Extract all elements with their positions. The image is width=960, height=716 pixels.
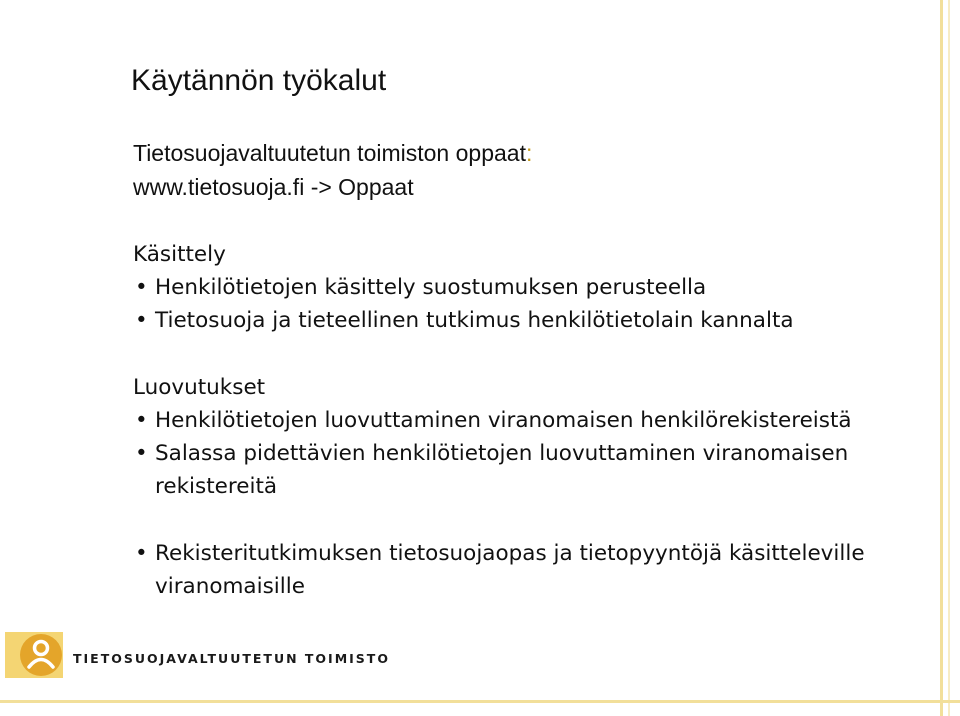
guides-heading-colon: : [525,140,533,166]
person-icon [20,634,62,676]
guides-heading-text: Tietosuojavaltuutetun toimiston oppaat [133,140,526,166]
bullet-list [133,271,893,337]
guides-url: www.tietosuoja.fi -> Oppaat [133,174,414,200]
guides-block [133,136,532,204]
logo-circle [20,634,62,676]
bottom-decor-line [0,700,960,703]
section-heading: Luovutukset [133,375,266,400]
extra-bullet-list [133,537,893,603]
bullet-item: • Henkilötietojen käsittely suostumuksen perusteella [133,271,893,304]
slide-content [133,238,893,603]
bullet-item: • Rekisteritutkimuksen tietosuojaopas ja tietopyyntöjä käsitteleville viranomaisille [133,537,893,603]
section-heading: Käsittely [133,242,226,267]
bullet-item: • Salassa pidettävien henkilötietojen luovuttaminen viranomaisen rekistereitä [133,437,893,503]
section-disclosures [133,371,893,503]
slide-title: Käytännön työkalut [131,64,387,97]
bullet-item: • Tietosuoja ja tieteellinen tutkimus henkilötietolain kannalta [133,304,893,337]
guides-heading [133,136,532,170]
right-decor-line-secondary [948,0,950,716]
right-decor-line [940,0,943,716]
org-name: TIETOSUOJAVALTUUTETUN TOIMISTO [73,651,390,666]
bullet-item: • Henkilötietojen luovuttaminen viranomaisen henkilörekistereistä [133,404,893,437]
section-processing [133,238,893,337]
bullet-list [133,404,893,503]
